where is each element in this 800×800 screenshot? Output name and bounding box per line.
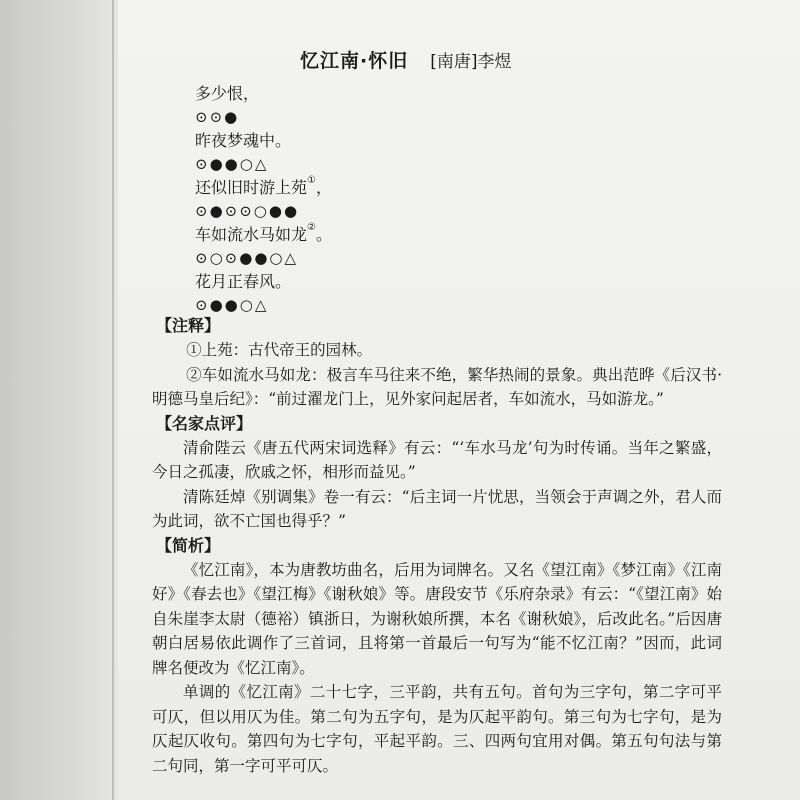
notes-heading: 【注释】 [156,316,221,335]
comments-heading: 【名家点评】 [156,413,253,433]
footnote-marker: ① [307,175,316,186]
book-spine-shadow [0,0,118,800]
poem-line: 还似旧时游上苑①， [195,175,332,197]
page-gutter-line [112,0,114,800]
poem-line: 车如流水马如龙②。 [195,222,332,244]
meter-line: ⊙●●○△ [195,295,269,314]
note-item: ②车如流水马如龙：极言车马往来不绝，繁华热闹的景象。典出范晔《后汉书·明德马皇后纪》：“前过濯龙门上，见外家问起居者，车如流水，马如游龙。” [152,365,722,408]
poem-title-row [300,46,511,73]
analysis-paragraph: 单调的《忆江南》二十七字，三平韵，共有五句。首句为三字句，第二字可平可仄，但以用仄为佳。第二句为五字句，是为仄起平韵句。第三句为七字句，是为仄起仄收句。第四句为七字句，平起平韵。三、四两句宜用对偶。第五句句法与第二句同，第一字可平可仄。 [152,683,722,775]
poem-block [195,82,615,317]
note-item: ①上苑：古代帝王的园林。 [186,341,373,359]
poem-line: 昨夜梦魂中。 [195,131,292,150]
comment-item: 清陈廷焯《别调集》卷一有云：“后主词一片忧思，当领会于声调之外，君人而为此词，欲不亡国也得乎？” [152,487,722,530]
commentary-body [152,314,722,778]
meter-line: ⊙⊙● [195,107,240,126]
analysis-paragraph: 《忆江南》，本为唐教坊曲名，后用为词牌名。又名《望江南》《梦江南》《江南好》《春去也》《望江梅》《谢秋娘》等。唐段安节《乐府杂录》有云：“《望江南》始自朱崖李太尉（德裕）镇浙日，为谢秋娘所撰，本名《谢秋娘》，后改此名。”后因唐朝白居易依此调作了三首词，且将第一首最后一句写为“能不忆江南？”因而，此词牌名便改为《忆江南》。 [152,560,722,677]
comment-item: 清俞陛云《唐五代两宋词选释》有云：“‘车水马龙’句为时传诵。当年之繁盛，今日之孤凄，欣戚之怀，相形而益见。” [152,438,722,481]
meter-line: ⊙●●○△ [195,154,269,173]
poem-line: 多少恨， [195,84,260,103]
footnote-marker: ② [307,222,316,233]
analysis-heading: 【简析】 [156,535,221,555]
meter-line: ⊙○⊙●●○△ [195,248,299,267]
meter-line: ⊙●⊙⊙○●● [195,201,300,220]
poem-author: [南唐]李煜 [430,52,512,72]
poem-title: 忆江南·怀旧 [300,50,409,72]
poem-line: 花月正春风。 [195,272,292,291]
